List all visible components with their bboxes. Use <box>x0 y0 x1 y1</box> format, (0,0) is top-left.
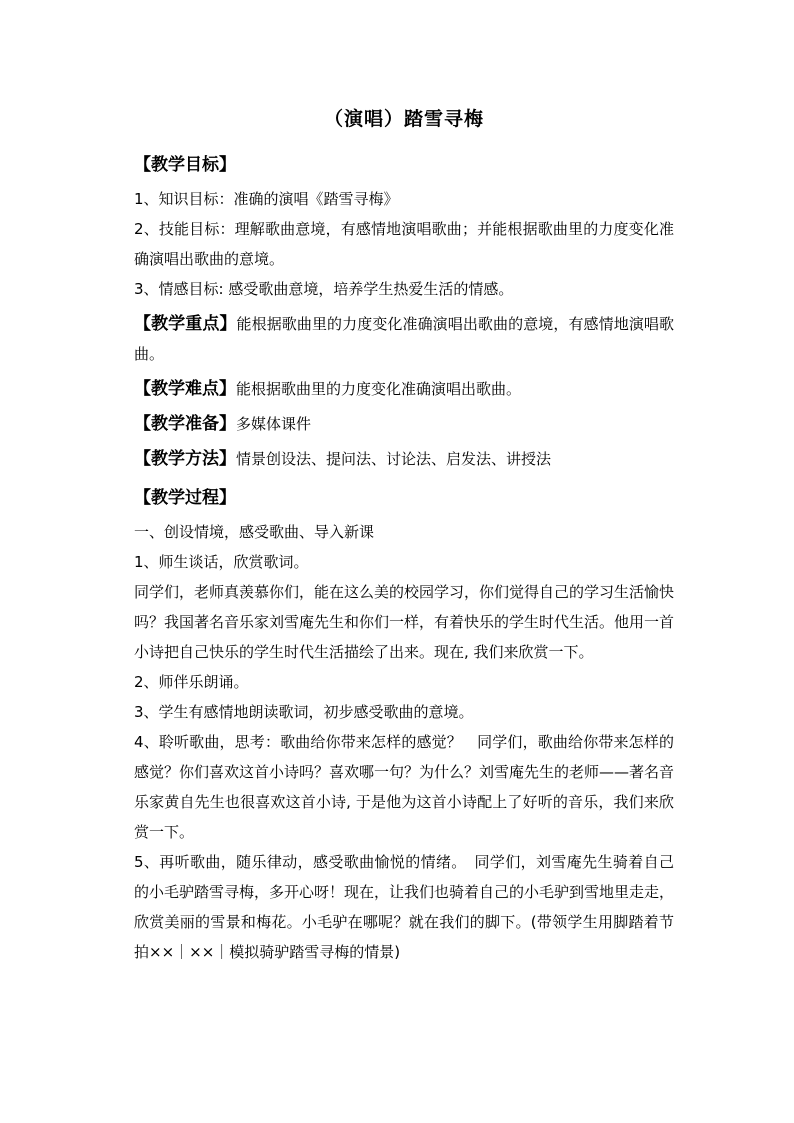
section-heading-preparation: 【教学准备】 <box>134 414 236 434</box>
methods-paragraph <box>134 444 674 474</box>
methods-text: 情景创设法、提问法、讨论法、启发法、讲授法 <box>236 450 552 468</box>
process-paragraph: 4、聆听歌曲，思考：歌曲给你带来怎样的感觉？ 同学们，歌曲给你带来怎样的感觉？你们喜欢这首小诗吗？喜欢哪一句？为什么？刘雪庵先生的老师——著名音乐家黄自先生也很喜欢这首小诗, 于是他为这首小诗配上了好听的音乐，我们来欣赏一下。 <box>134 733 675 841</box>
page-title: （演唱）踏雪寻梅 <box>323 108 484 130</box>
process-paragraph: 同学们，老师真羡慕你们，能在这么美的校园学习，你们觉得自己的学习生活愉快吗？我国著名音乐家刘雪庵先生和你们一样，有着快乐的学生时代生活。他用一首小诗把自己快乐的学生时代生活描绘了出来。现在, 我们来欣赏一下。 <box>134 583 675 661</box>
document-page <box>134 100 674 967</box>
process-paragraph: 5、再听歌曲，随乐律动，感受歌曲愉悦的情绪。 同学们，刘雪庵先生骑着自己的小毛驴踏雪寻梅，多开心呀！现在，让我们也骑着自己的小毛驴到雪地里走走，欣赏美丽的雪景和梅花。小毛驴在哪呢？就在我们的脚下。(带领学生用脚踏着节拍××｜××｜模拟骑驴踏雪寻梅的情景) <box>134 853 675 961</box>
difficulties-text: 能根据歌曲里的力度变化准确演唱出歌曲。 <box>236 380 522 398</box>
section-heading-key-points: 【教学重点】 <box>134 314 237 334</box>
section-heading-difficulties: 【教学难点】 <box>134 379 236 399</box>
goal-item: 1、知识目标：准确的演唱《踏雪寻梅》 <box>134 190 399 208</box>
process-paragraph: 2、师伴乐朗诵。 <box>134 673 249 691</box>
preparation-text: 多媒体课件 <box>236 415 312 433</box>
section-heading-process: 【教学过程】 <box>134 488 236 508</box>
process-paragraph: 3、学生有感情地朗读歌词，初步感受歌曲的意境。 <box>134 703 474 721</box>
process-paragraph: 一、创设情境，感受歌曲、导入新课 <box>134 523 375 541</box>
difficulties-paragraph <box>134 374 674 404</box>
section-heading-methods: 【教学方法】 <box>134 449 236 469</box>
key-points-paragraph <box>134 309 674 369</box>
key-points-text: 能根据歌曲里的力度变化准确演唱出歌曲的意境，有感情地演唱歌曲。 <box>134 315 674 363</box>
process-paragraph: 1、师生谈话，欣赏歌词。 <box>134 553 309 571</box>
preparation-paragraph <box>134 409 674 439</box>
goal-item: 3、情感目标: 感受歌曲意境，培养学生热爱生活的情感。 <box>134 280 514 298</box>
goal-item: 2、技能目标：理解歌曲意境，有感情地演唱歌曲；并能根据歌曲里的力度变化准确演唱出歌曲的意境。 <box>134 220 674 268</box>
section-heading-goals: 【教学目标】 <box>134 155 236 175</box>
